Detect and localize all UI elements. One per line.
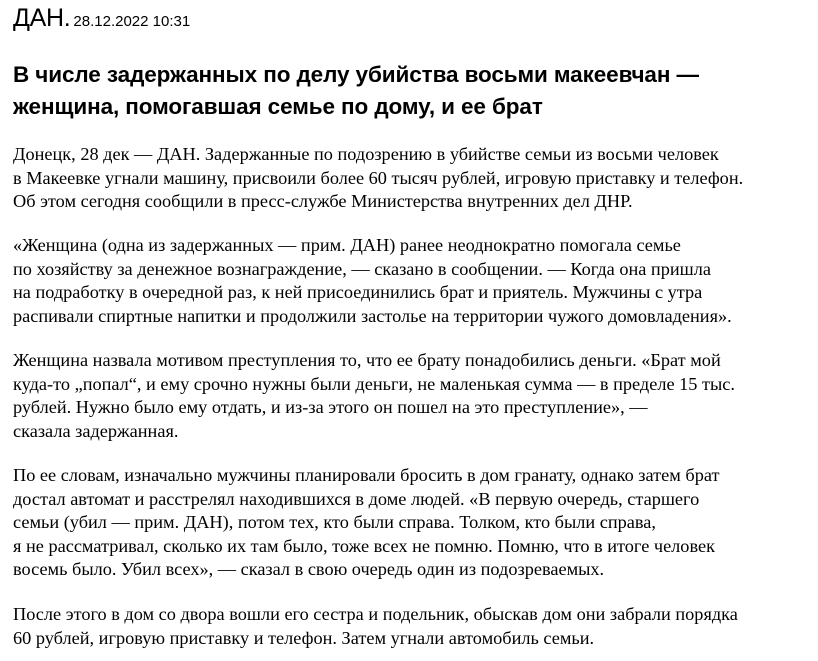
text-line: Донецк, 28 дек — ДАН. Задержанные по подозрению в убийстве семьи из восьми человек: [13, 144, 719, 164]
text-line: Об этом сегодня сообщили в пресс-службе Министерства внутренних дел ДНР.: [13, 191, 633, 211]
article-paragraph-4: [13, 464, 818, 582]
article-header: [13, 4, 190, 33]
text-line: 60 рублей, игровую приставку и телефон. Затем угнали автомобиль семьи.: [13, 627, 595, 648]
publish-datetime: 28.12.2022 10:31: [73, 13, 191, 30]
text-line: рублей. Нужно было ему отдать, и из-за этого он пошел на это преступление», —: [13, 397, 648, 417]
text-line: в Макеевке угнали машину, присвоили более 60 тысяч рублей, игровую приставку и телефон.: [13, 167, 744, 188]
text-line: распивали спиртные напитки и продолжили застолье на территории чужого домовладения».: [13, 305, 732, 326]
text-line: достал автомат и расстрелял находившихся в доме людей. «В первую очередь, старшего: [13, 488, 700, 509]
text-line: куда-то „попал“, и ему срочно нужны были деньги, не маленькая сумма — в пределе 15 тыс.: [13, 373, 735, 394]
text-line: семьи (убил — прим. ДАН), потом тех, кто были справа. Толком, кто были справа,: [13, 512, 656, 532]
article-paragraph-5: [13, 603, 818, 650]
text-line: «Женщина (одна из задержанных — прим. ДАН) ранее неоднократно помогала семье: [13, 235, 681, 255]
title-line: В числе задержанных по делу убийства восьми макеевчан —: [13, 62, 699, 87]
text-line: Женщина назвала мотивом преступления то, что ее брату понадобились деньги. «Брат мой: [13, 350, 721, 370]
article-paragraph-2: [13, 234, 818, 328]
source-name: ДАН.: [13, 4, 71, 32]
article-title: [13, 59, 813, 123]
text-line: я не рассматривал, сколько их там было, тоже всех не помню. Помню, что в итоге человек: [13, 535, 715, 556]
text-line: на подработку в очередной раз, к ней присоединились брат и приятель. Мужчины с утра: [13, 282, 703, 302]
text-line: После этого в дом со двора вошли его сестра и подельник, обыскав дом они забрали порядка: [13, 604, 738, 624]
article-paragraph-1: [13, 143, 818, 214]
article-paragraph-3: [13, 349, 818, 443]
title-line: женщина, помогавшая семье по дому, и ее брат: [13, 94, 543, 119]
text-line: сказала задержанная.: [13, 420, 179, 441]
text-line: восемь было. Убил всех», — сказал в свою очередь один из подозреваемых.: [13, 559, 605, 579]
text-line: по хозяйству за денежное вознаграждение, — сказано в сообщении. — Когда она пришла: [13, 258, 711, 279]
text-line: По ее словам, изначально мужчины планировали бросить в дом гранату, однако затем брат: [13, 465, 720, 485]
